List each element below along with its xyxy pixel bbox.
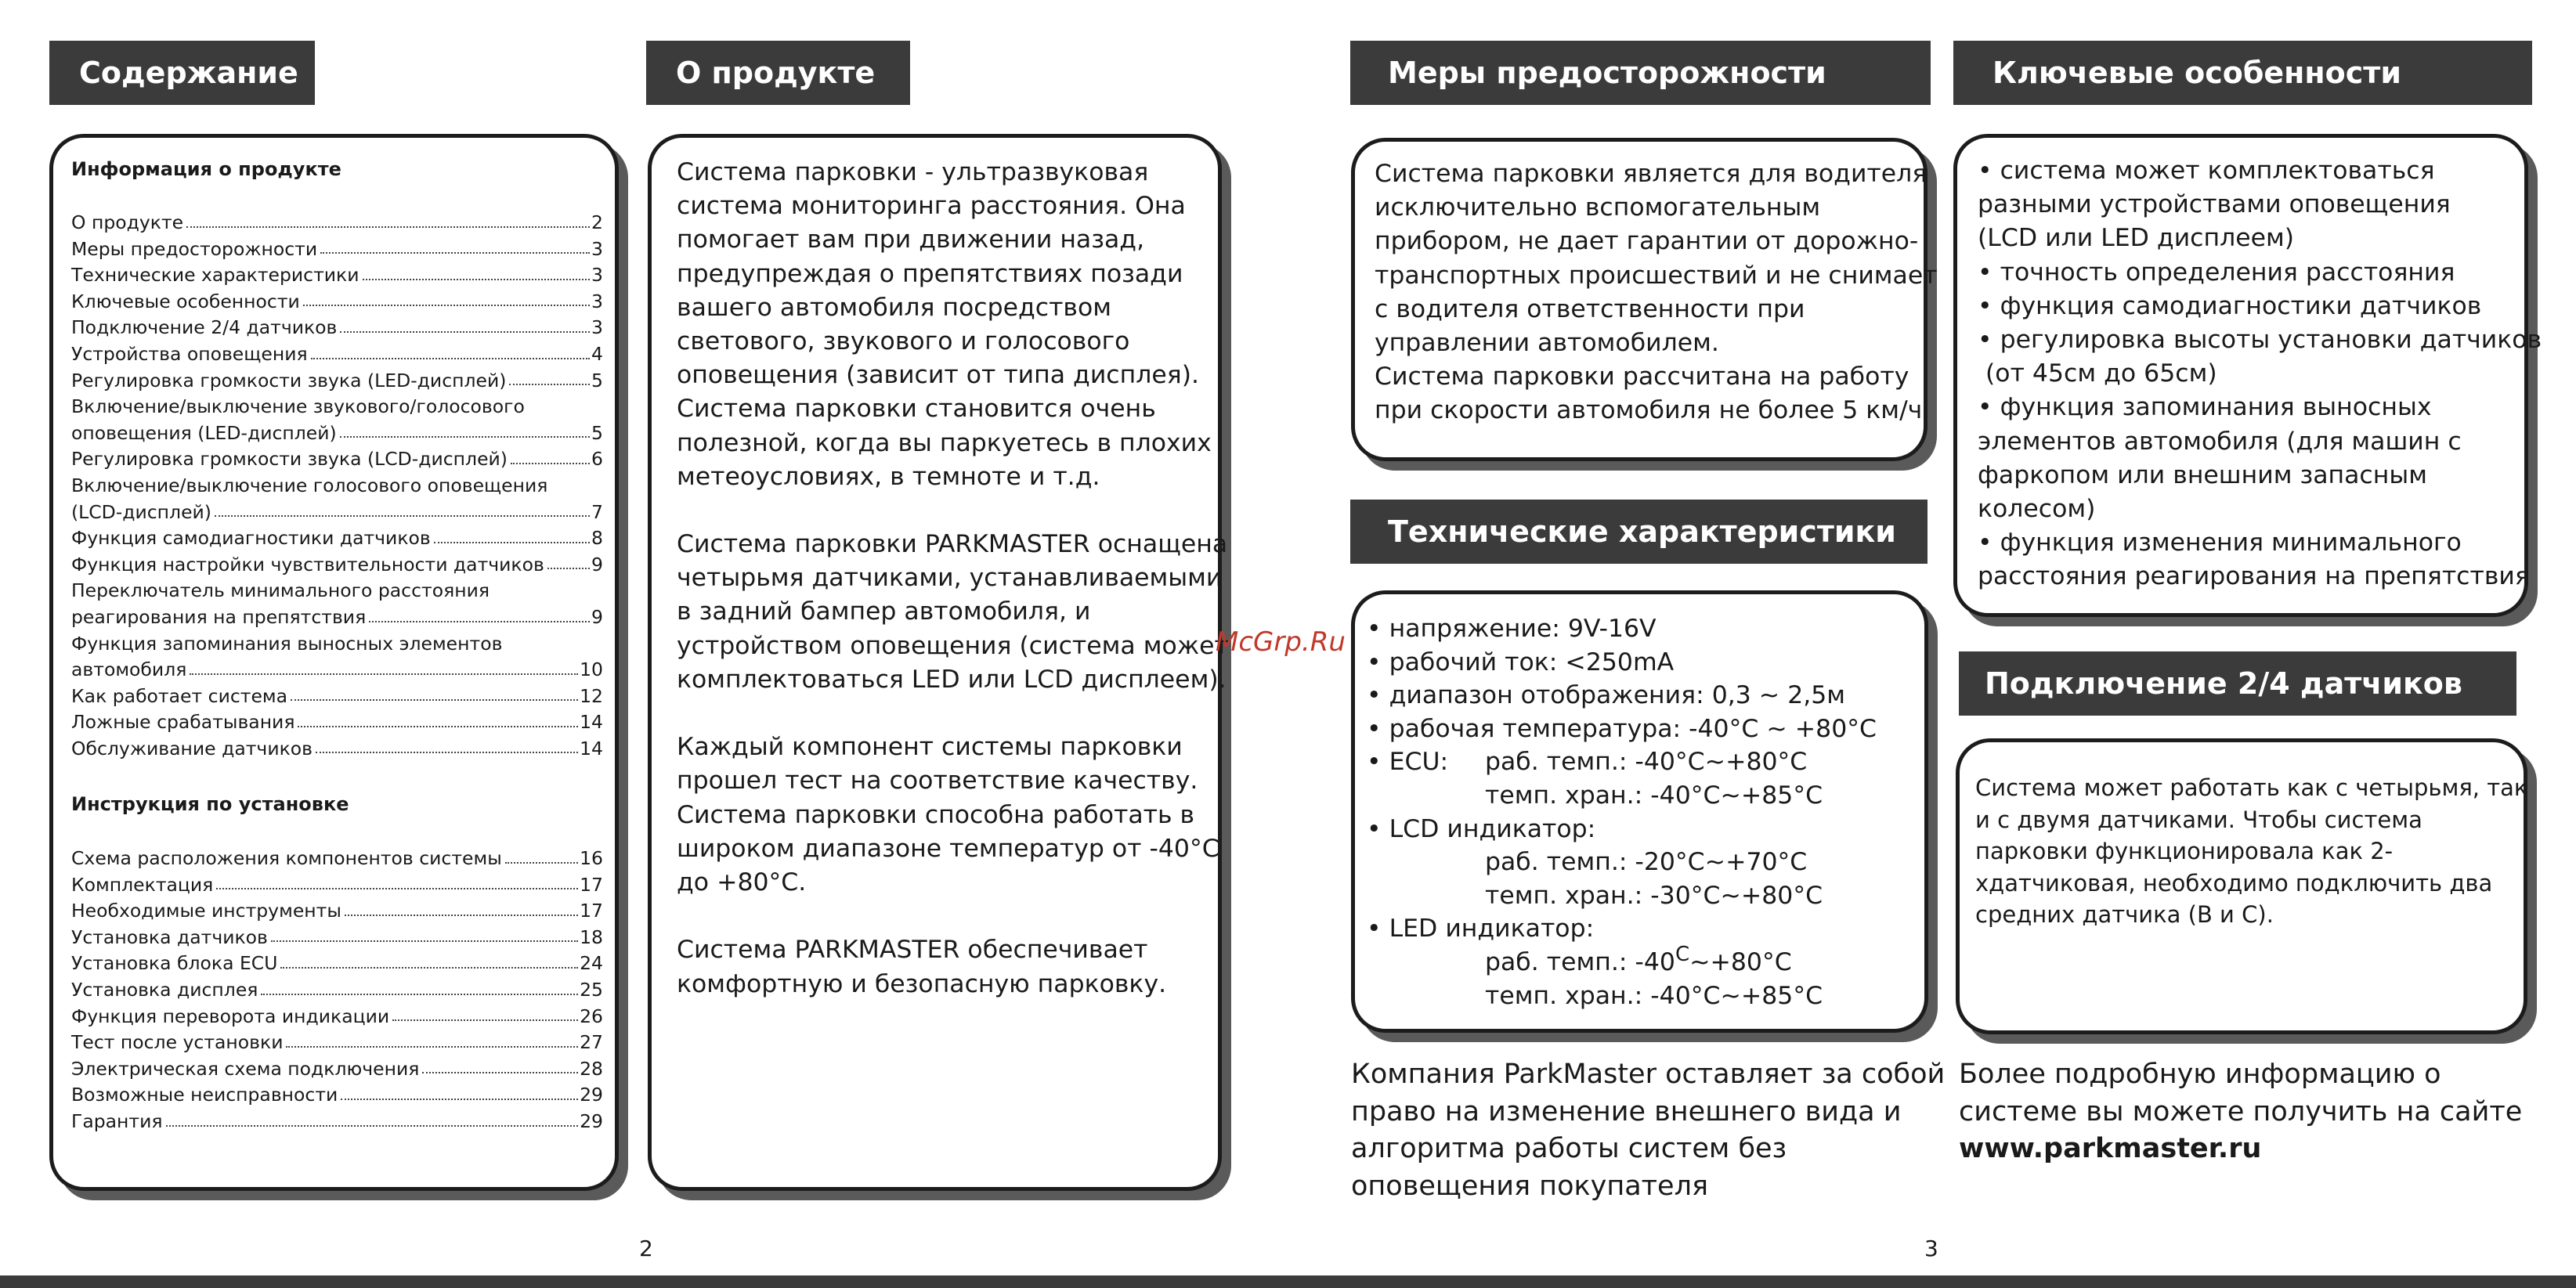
toc-section-product-info: Информация о продукте (71, 158, 341, 180)
toc-leader-dots (340, 436, 590, 438)
toc-leader-dots (311, 358, 590, 359)
features-list (1978, 154, 2542, 593)
spec-led-work-c: C (1675, 942, 1690, 966)
toc-item-title-cont: оповещения (LED-дисплей) (71, 421, 337, 444)
toc-item[interactable] (71, 1082, 603, 1109)
toc-item[interactable] (71, 872, 603, 899)
toc-leader-dots (298, 726, 578, 727)
contents-header: Содержание (49, 41, 315, 105)
toc-item-title: Регулировка громкости звука (LCD-дисплей) (71, 448, 508, 471)
toc-item[interactable] (71, 925, 603, 951)
toc-item-page: 17 (580, 900, 603, 922)
toc-leader-dots (434, 542, 590, 543)
text-line: • точность определения расстояния (1978, 258, 2455, 287)
toc-item[interactable] (71, 1004, 603, 1030)
toc-item-title: Подключение 2/4 датчиков (71, 316, 338, 339)
spec-led-work-a: раб. темп.: -40 (1485, 947, 1675, 976)
toc-item[interactable] (71, 898, 603, 925)
connection-header: Подключение 2/4 датчиков (1959, 651, 2516, 716)
more-info (1959, 1056, 2523, 1168)
toc-item-page: 8 (591, 527, 603, 550)
toc-item-page: 18 (580, 925, 603, 948)
text-line: прибором, не дает гарантии от дорожно- (1375, 227, 1919, 256)
toc-item-page: 9 (591, 605, 603, 628)
toc-leader-dots (215, 515, 590, 517)
toc-item-title: Установка блока ECU (71, 952, 278, 975)
more-info-line2: системе вы можете получить на сайте (1959, 1095, 2523, 1127)
toc-item-title: Включение/выключение голосового оповещения (71, 474, 548, 496)
toc-item-title: Функция настройки чувствительности датчиков (71, 553, 544, 575)
toc-item-page: 27 (580, 1031, 603, 1054)
toc-item-page: 29 (580, 1109, 603, 1132)
page-number-right: 3 (1924, 1236, 1938, 1261)
spec-led-storage: темп. хран.: -40°C~+85°C (1485, 981, 1823, 1010)
toc-item[interactable] (71, 210, 603, 236)
page-number-left: 2 (639, 1236, 653, 1261)
text-line: парковки функционировала как 2- (1975, 838, 2394, 864)
toc-item-page: 5 (591, 369, 603, 391)
spec-lcd-work: раб. темп.: -20°C~+70°C (1485, 848, 1808, 877)
about-text (677, 156, 1229, 1001)
text-line: оповещения (зависит от типа дисплея). (677, 361, 1199, 390)
text-line: колесом) (1978, 494, 2096, 523)
text-line: четырьмя датчиками, устанавливаемыми (677, 564, 1223, 593)
spec-voltage: • напряжение: 9V-16V (1367, 615, 1657, 643)
toc-item[interactable] (71, 657, 603, 684)
text-line: комфортную и безопасную парковку. (677, 969, 1167, 998)
text-line: в задний бампер автомобиля, и (677, 597, 1091, 626)
text-line: и с двумя датчиками. Чтобы система (1975, 806, 2422, 833)
text-line: средних датчика (B и C). (1975, 901, 2274, 928)
toc-item-title: Обслуживание датчиков (71, 737, 313, 759)
toc-item-page: 17 (580, 873, 603, 896)
precautions-text (1375, 157, 1938, 428)
toc-section-installation: Инструкция по установке (71, 793, 349, 815)
text-line (677, 697, 1209, 731)
text-line: транспортных происшествий и не снимает (1375, 261, 1938, 290)
features-header: Ключевые особенности (1953, 41, 2532, 105)
spec-led-work (1367, 942, 1877, 980)
precautions-header: Меры предосторожности (1350, 41, 1931, 105)
toc-item-title: О продукте (71, 211, 184, 233)
text-line: • функция изменения минимального (1978, 529, 2462, 557)
toc-item[interactable] (71, 1109, 603, 1135)
toc-item-page: 12 (580, 684, 603, 707)
bottom-bar (0, 1275, 2576, 1288)
toc-item-title: Схема расположения компонентов системы (71, 847, 502, 869)
toc-item[interactable] (71, 709, 603, 736)
text-line: разными устройствами оповещения (1978, 190, 2451, 219)
toc-item[interactable] (71, 236, 603, 263)
toc-item[interactable] (71, 341, 603, 368)
spec-led-work-b: ~+80°C (1689, 947, 1792, 976)
toc-item-title: Необходимые инструменты (71, 900, 341, 922)
toc-item-page: 6 (591, 448, 603, 471)
toc-leader-dots (340, 331, 590, 333)
toc-item-page: 29 (580, 1084, 603, 1106)
toc-leader-dots (190, 673, 578, 675)
text-line: оповещения покупателя (1351, 1170, 1709, 1202)
toc-leader-dots (186, 226, 590, 228)
toc-item[interactable] (71, 951, 603, 977)
spec-ecu-storage: темп. хран.: -40°C~+85°C (1485, 781, 1823, 810)
text-line: элементов автомобиля (для машин с (1978, 427, 2462, 456)
toc-item[interactable] (71, 473, 603, 500)
text-line: Система парковки рассчитана на работу (1375, 363, 1909, 391)
text-line: полезной, когда вы паркуетесь в плохих (677, 428, 1212, 457)
spec-ecu (1367, 745, 1877, 779)
toc-item[interactable] (71, 420, 603, 447)
toc-leader-dots (511, 463, 590, 464)
toc-item[interactable] (71, 1030, 603, 1056)
toc-leader-dots (271, 940, 578, 942)
toc-item-title: Функция самодиагностики датчиков (71, 527, 431, 550)
text-line (677, 900, 1209, 933)
toc-leader-dots (320, 252, 590, 254)
toc-item-page: 26 (580, 1005, 603, 1027)
toc-leader-dots (422, 1072, 578, 1073)
toc-leader-dots (216, 888, 578, 889)
toc-item-page: 3 (591, 316, 603, 339)
text-line: Система парковки становится очень (677, 395, 1156, 424)
toc-item-title: Регулировка громкости звука (LED-дисплей) (71, 369, 507, 391)
toc-item-title: Как работает система (71, 684, 288, 707)
toc-item-page: 9 (591, 553, 603, 575)
toc-item-page: 5 (591, 421, 603, 444)
text-line: Система парковки является для водителя (1375, 160, 1927, 188)
toc-item-title: Гарантия (71, 1109, 163, 1132)
toc-leader-dots (316, 752, 578, 753)
text-line: Компания ParkMaster оставляет за собой (1351, 1059, 1946, 1090)
toc-leader-dots (345, 915, 578, 916)
toc-leader-dots (286, 1046, 578, 1048)
spec-current: • рабочий ток: <250mA (1367, 648, 1675, 676)
toc-leader-dots (303, 305, 590, 306)
toc-leader-dots (291, 699, 578, 701)
watermark: McGrp.Ru (1216, 626, 1346, 658)
toc-item[interactable] (71, 977, 603, 1004)
toc-item-page: 16 (580, 847, 603, 869)
text-line: Система парковки способна работать в (677, 800, 1195, 829)
toc-item-title: Комплектация (71, 873, 214, 896)
toc-leader-dots (392, 1019, 578, 1021)
toc-item-page: 3 (591, 290, 603, 312)
toc-item-title: Функция переворота индикации (71, 1005, 390, 1027)
toc-item[interactable] (71, 262, 603, 289)
text-line: Каждый компонент системы парковки (677, 733, 1183, 762)
text-line: • функция запоминания выносных (1978, 393, 2432, 422)
toc-item[interactable] (71, 289, 603, 316)
toc-item-title: Возможные неисправности (71, 1084, 338, 1106)
website-link[interactable]: www.parkmaster.ru (1959, 1133, 2262, 1164)
toc-item-page: 2 (591, 211, 603, 233)
toc-item[interactable] (71, 394, 603, 420)
toc-item[interactable] (71, 525, 603, 552)
text-line: расстояния реагирования на препятствия (1978, 562, 2530, 591)
text-line: • функция самодиагностики датчиков (1978, 291, 2482, 320)
connection-text (1975, 772, 2528, 931)
toc-list-installation (71, 846, 603, 1135)
toc-item-title: Тест после установки (71, 1031, 284, 1054)
toc-leader-dots (261, 994, 578, 995)
text-line: прошел тест на соответствие качеству. (677, 767, 1198, 796)
text-line: система мониторинга расстояния. Она (677, 192, 1186, 221)
toc-item[interactable] (71, 578, 603, 604)
more-info-line1: Более подробную информацию о (1959, 1059, 2441, 1090)
toc-item-page: 25 (580, 978, 603, 1001)
toc-item-page: 14 (580, 737, 603, 759)
toc-item[interactable] (71, 446, 603, 473)
toc-item-title: Установка датчиков (71, 925, 268, 948)
text-line: (LCD или LED дисплеем) (1978, 224, 2295, 253)
text-line: широком диапазоне температур от -40°C (677, 834, 1219, 863)
toc-item[interactable] (71, 846, 603, 872)
spec-temperature: • рабочая температура: -40°C ~ +80°C (1367, 714, 1877, 743)
spec-led-label: • LED индикатор: (1367, 915, 1595, 943)
toc-item-page: 3 (591, 237, 603, 260)
toc-item[interactable] (71, 736, 603, 763)
toc-item-title: Ложные срабатывания (71, 711, 295, 734)
toc-leader-dots (341, 1099, 578, 1100)
toc-leader-dots (369, 621, 590, 622)
toc-item-title: Меры предосторожности (71, 237, 318, 260)
toc-item-title: Ключевые особенности (71, 290, 300, 312)
toc-item-title-cont: реагирования на препятствия (71, 605, 367, 628)
text-line: Система может работать как с четырьмя, так (1975, 774, 2528, 801)
toc-item-title: Включение/выключение звукового/голосового (71, 395, 525, 418)
text-line: управлении автомобилем. (1375, 328, 1719, 357)
toc-item-page: 10 (580, 658, 603, 681)
toc-item[interactable] (71, 552, 603, 579)
toc-item-page: 24 (580, 952, 603, 975)
text-line: (от 45см до 65см) (1978, 359, 2217, 388)
toc-item-page: 3 (591, 264, 603, 287)
toc-item-title: Технические характеристики (71, 264, 359, 287)
toc-item[interactable] (71, 500, 603, 526)
text-line: помогает вам при движении назад, (677, 225, 1145, 254)
toc-item-title: Электрическая схема подключения (71, 1057, 420, 1080)
company-note (1351, 1056, 1946, 1205)
text-line: • регулировка высоты установки датчиков (1978, 325, 2542, 354)
text-line: устройством оповещения (система может (677, 631, 1229, 660)
toc-item[interactable] (71, 315, 603, 341)
toc-item-title: Установка дисплея (71, 978, 258, 1001)
toc-item[interactable] (71, 684, 603, 710)
spec-lcd-storage: темп. хран.: -30°C~+80°C (1485, 881, 1823, 910)
text-line: светового, звукового и голосового (677, 327, 1130, 355)
toc-item-title-cont: (LCD-дисплей) (71, 500, 211, 523)
toc-item-title-cont: автомобиля (71, 658, 187, 681)
text-line (677, 494, 1209, 528)
text-line: с водителя ответственности при (1375, 294, 1805, 323)
toc-leader-dots (505, 862, 578, 864)
toc-item-page: 4 (591, 342, 603, 365)
toc-item[interactable] (71, 631, 603, 658)
toc-item-title: Функция запоминания выносных элементов (71, 632, 503, 655)
text-line: при скорости автомобиля не более 5 км/ч. (1375, 396, 1931, 425)
text-line: Система парковки - ультразвуковая (677, 158, 1149, 186)
toc-item[interactable] (71, 604, 603, 631)
toc-item[interactable] (71, 1056, 603, 1083)
text-line: Система парковки PARKMASTER оснащена (677, 530, 1228, 559)
text-line: • система может комплектоваться (1978, 157, 2435, 185)
text-line: фаркопом или внешним запасным (1978, 460, 2427, 489)
toc-leader-dots (166, 1125, 579, 1127)
toc-item-page: 14 (580, 711, 603, 734)
text-line: комплектоваться LED или LCD дисплеем). (677, 665, 1227, 694)
text-line: право на изменение внешнего вида и (1351, 1095, 1902, 1127)
about-header: О продукте (646, 41, 910, 105)
toc-leader-dots (547, 568, 590, 569)
spec-ecu-work: раб. темп.: -40°C~+80°C (1485, 748, 1808, 777)
toc-leader-dots (509, 384, 590, 385)
toc-item-page: 28 (580, 1057, 603, 1080)
toc-item-title: Переключатель минимального расстояния (71, 579, 490, 602)
toc-item-page: 7 (591, 500, 603, 523)
toc-item-title: Устройства оповещения (71, 342, 308, 365)
text-line: алгоритма работы систем без (1351, 1133, 1787, 1164)
text-line: Система PARKMASTER обеспечивает (677, 936, 1148, 965)
toc-list-product-info (71, 210, 603, 762)
specs-list (1367, 612, 1877, 1012)
text-line: метеоусловиях, в темноте и т.д. (677, 462, 1100, 491)
specs-header: Технические характеристики (1350, 500, 1927, 564)
text-line: хдатчиковая, необходимо подключить два (1975, 869, 2493, 897)
text-line: до +80°C. (677, 868, 807, 897)
text-line: вашего автомобиля посредством (677, 293, 1112, 322)
toc-item[interactable] (71, 368, 603, 395)
spec-range: • диапазон отображения: 0,3 ~ 2,5м (1367, 681, 1846, 710)
spec-lcd-label: • LCD индикатор: (1367, 814, 1596, 843)
text-line: исключительно вспомогательным (1375, 193, 1821, 222)
toc-leader-dots (280, 967, 578, 969)
text-line: предупреждая о препятствиях позади (677, 259, 1183, 288)
spec-ecu-label: • ECU: (1367, 748, 1449, 777)
toc-leader-dots (363, 279, 591, 280)
